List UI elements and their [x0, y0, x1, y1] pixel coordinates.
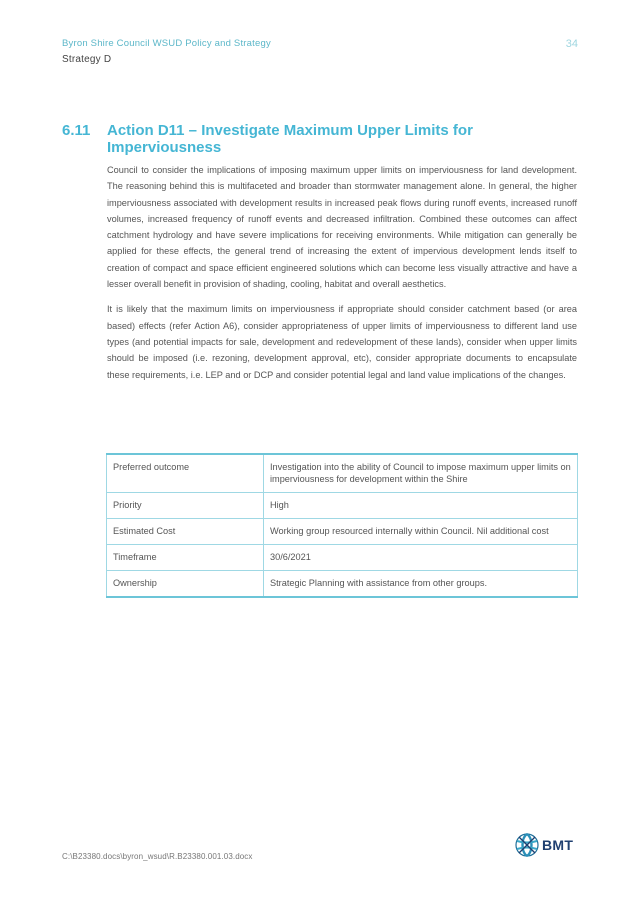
- section-heading: [62, 122, 582, 156]
- table-row: [107, 545, 578, 571]
- paragraph: It is likely that the maximum limits on imperviousness if appropriate should consider catchment based (or area based) effects (refer Action A6), consider appropriateness of upper limits of imperviousness to different land use types (and potential impacts for sale, development and redevelopment of these lands), consider when upper limits should be imposed (i.e. rezoning, development approval, etc), consider appropriate documents to encapsulate these requirements, i.e. LEP and or DCP and consider potential legal and land value implications of the changes.: [107, 304, 577, 380]
- row-label: Ownership: [107, 571, 264, 598]
- heading-number: 6.11: [62, 122, 91, 139]
- paragraph: Council to consider the implications of imposing maximum upper limits on imperviousness for land development. The reasoning behind this is multifaceted and broader than stormwater management alone. In general, the higher imperviousness associated with development results in increased peak flows during runoff events, increased runoff volumes, increased frequency of runoff events and decreased infiltration. Combined these outcomes can affect catchment hydrology and have severe implications for receiving environments. While mitigation can generally be applied for these effects, the general trend of increasing the extent of impervious development lends itself to creation of compact and space efficient engineered solutions which can become less visually attractive and have a lesser overall benefit in provision of shading, cooling, habitat and overall aesthetics.: [107, 165, 577, 290]
- table-row: [107, 519, 578, 545]
- row-label: Preferred outcome: [107, 454, 264, 493]
- body-text: [107, 162, 577, 392]
- page-number: 34: [565, 38, 578, 50]
- action-summary-table: [106, 453, 578, 598]
- table-row: [107, 454, 578, 493]
- row-value: High: [264, 493, 578, 519]
- row-label: Timeframe: [107, 545, 264, 571]
- footer-file-path: C:\B23380.docs\byron_wsud\R.B23380.001.03.docx: [62, 852, 253, 861]
- row-value: Strategic Planning with assistance from other groups.: [264, 571, 578, 598]
- document-title: Byron Shire Council WSUD Policy and Strategy: [62, 38, 271, 49]
- table-row: [107, 493, 578, 519]
- heading-title: Action D11 – Investigate Maximum Upper Limits for Imperviousness: [107, 122, 473, 156]
- page-header: [62, 38, 271, 65]
- section-label: Strategy D: [62, 54, 112, 65]
- logo-text: BMT: [542, 837, 574, 853]
- row-value: Working group resourced internally within Council. Nil additional cost: [264, 519, 578, 545]
- row-value: Investigation into the ability of Council to impose maximum upper limits on imperviousness for development within the Shire: [264, 454, 578, 493]
- bmt-logo: [514, 832, 573, 858]
- row-label: Estimated Cost: [107, 519, 264, 545]
- row-value: 30/6/2021: [264, 545, 578, 571]
- row-label: Priority: [107, 493, 264, 519]
- table-row: [107, 571, 578, 598]
- bmt-globe-icon: [514, 832, 540, 858]
